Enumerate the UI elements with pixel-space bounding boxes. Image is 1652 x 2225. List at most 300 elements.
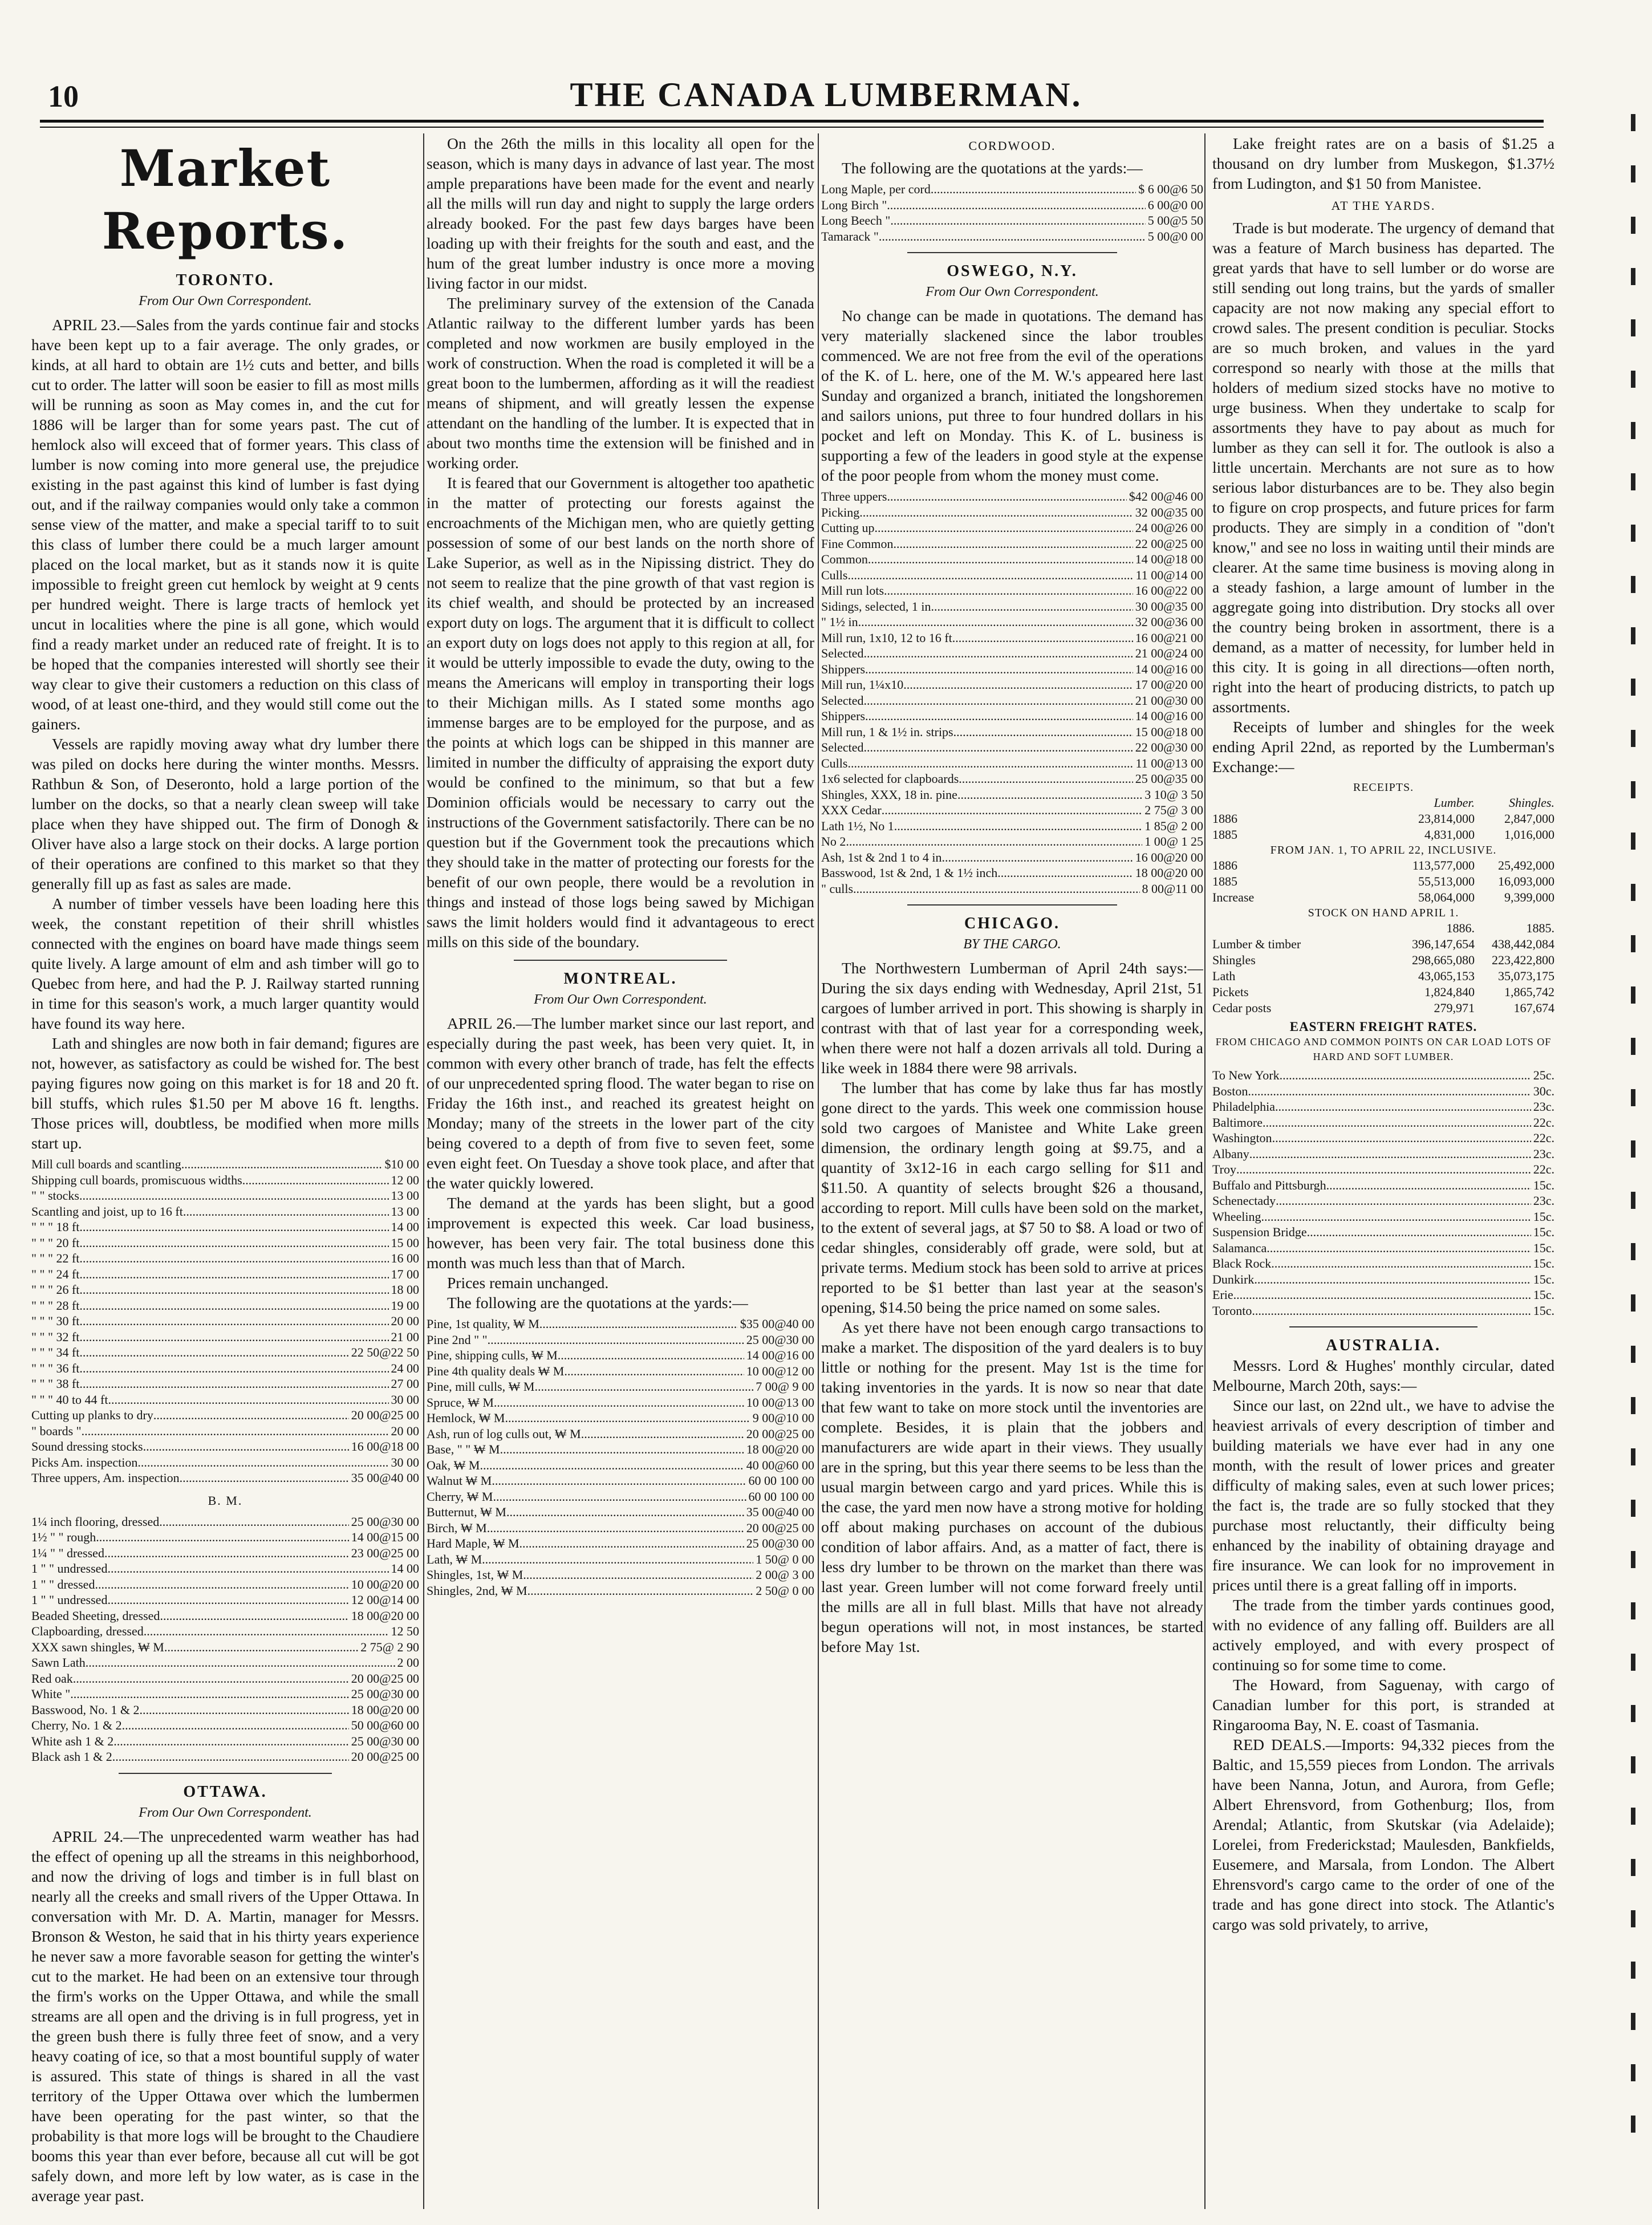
item-label: Shippers	[821, 661, 865, 676]
table-cell: 25,492,000	[1498, 858, 1554, 872]
price-row	[31, 1439, 419, 1455]
item-price: 10 00@12 00	[746, 1363, 814, 1378]
paragraph: The demand at the yards has been slight, but a good improvement is expected this week. Car load business, however, has been very fair. The total business done this month was much less than that of March.	[427, 1194, 814, 1272]
table-body	[1212, 811, 1554, 843]
price-row	[1212, 1162, 1554, 1178]
item-price: 2 75@ 3 00	[1144, 803, 1203, 817]
item-price: 60 00 100 00	[748, 1489, 814, 1504]
leader-dots	[79, 1298, 388, 1314]
leader-dots	[107, 1592, 348, 1608]
item-label: " " " 38 ft	[31, 1377, 80, 1391]
leader-dots	[931, 599, 1133, 615]
price-row	[427, 1567, 814, 1583]
item-label: 1¼ inch flooring, dressed	[31, 1514, 160, 1529]
receipts-table	[1212, 780, 1554, 1016]
item-label: Spruce, ₩ M	[427, 1395, 494, 1410]
price-row	[821, 583, 1203, 599]
price-row	[1212, 1240, 1554, 1256]
price-row	[821, 536, 1203, 552]
item-price: 13 00	[391, 1204, 419, 1219]
table-cell: Cedar posts	[1212, 1001, 1272, 1015]
leader-dots	[847, 756, 1133, 772]
item-label: " 1½ in	[821, 615, 858, 629]
price-row	[31, 1361, 419, 1377]
item-label: Mill run, 1¼x10	[821, 677, 904, 692]
table-cell: 113,577,000	[1412, 858, 1475, 872]
leader-dots	[1272, 1130, 1531, 1146]
leader-dots	[153, 1407, 349, 1423]
leader-dots	[79, 1329, 388, 1345]
table-caption: RECEIPTS.	[1353, 781, 1414, 794]
price-row	[427, 1489, 814, 1505]
leader-dots	[122, 1718, 349, 1733]
leader-dots	[1263, 1115, 1531, 1131]
price-row	[31, 1250, 419, 1266]
item-label: Cherry, No. 1 & 2	[31, 1718, 122, 1732]
leader-dots	[865, 708, 1133, 724]
item-price: 27 00	[391, 1377, 419, 1391]
item-price: 14 00@16 00	[746, 1348, 814, 1362]
item-price: 20 00	[391, 1314, 419, 1328]
list-subhead: B. M.	[208, 1493, 243, 1508]
price-row	[821, 708, 1203, 724]
item-label: Hard Maple, ₩ M	[427, 1536, 519, 1550]
item-price: 10 00@13 00	[746, 1395, 814, 1410]
leader-dots	[859, 505, 1133, 521]
item-price: 25 00@30 00	[351, 1687, 419, 1701]
leader-dots	[492, 1473, 746, 1489]
item-price: 15c.	[1533, 1225, 1554, 1239]
table-cell: 16,093,000	[1498, 874, 1554, 888]
price-row	[1212, 1256, 1554, 1272]
price-row	[1212, 1083, 1554, 1099]
price-row	[1212, 1287, 1554, 1303]
price-row	[821, 567, 1203, 583]
toronto-article	[31, 315, 419, 1153]
item-label: Tamarack "	[821, 229, 879, 243]
table-cell: 223,422,800	[1492, 953, 1554, 967]
price-row	[821, 213, 1203, 229]
price-row	[821, 771, 1203, 787]
price-row	[31, 1423, 419, 1439]
price-row	[31, 1376, 419, 1392]
price-row	[31, 1655, 419, 1671]
price-row	[821, 881, 1203, 897]
header-rule-thin	[40, 127, 1544, 128]
item-label: Erie	[1212, 1288, 1233, 1302]
item-price: 24 00@26 00	[1135, 521, 1203, 535]
item-price: 2 50@ 0 00	[756, 1583, 814, 1598]
item-label: Three uppers, Am. inspection	[31, 1471, 180, 1485]
paragraph: The Howard, from Saguenay, with cargo of Canadian lumber for this port, is stranded at Ringarooma Bay, N. E. coast of Tasmania.	[1212, 1676, 1554, 1733]
leader-dots	[957, 787, 1142, 803]
leader-dots	[159, 1514, 349, 1530]
item-label: Selected	[821, 740, 864, 754]
price-row	[31, 1235, 419, 1251]
price-row	[427, 1363, 814, 1379]
leader-dots	[79, 1188, 389, 1204]
price-list	[31, 1156, 419, 1486]
item-label: Boston	[1212, 1083, 1248, 1098]
leader-dots	[884, 583, 1133, 599]
item-price: 18 00@20 00	[1135, 866, 1203, 880]
paragraph: Messrs. Lord & Hughes' monthly circular, dated Melbourne, March 20th, says:—	[1212, 1357, 1554, 1394]
item-price: 20 00@25 00	[746, 1520, 814, 1535]
item-label: 1 " " undressed	[31, 1561, 108, 1576]
item-label: Fine Common	[821, 536, 894, 551]
item-price: 14 00@16 00	[1135, 661, 1203, 676]
table-cell: 4,831,000	[1424, 827, 1475, 842]
item-price: 16 00@20 00	[1135, 850, 1203, 864]
leader-dots	[70, 1686, 349, 1702]
paragraph: Lath and shingles are now both in fair demand; figures are not, however, as satisfactory as could be wished for. The best paying figures now going on this market is for 18 and 20 ft. bill stuffs, which rules $1.50 per M above 16 ft. lengths. Those prices will, doubtless, be modified when more mills start up.	[31, 1034, 419, 1152]
item-label: Selected	[821, 646, 864, 660]
item-label: Wheeling	[1212, 1209, 1261, 1224]
paragraph: The trade from the timber yards continues good, with no evidence of any falling off. Builders are all actively employed, and with every prospect of continuing so for some time to come.	[1212, 1596, 1554, 1674]
item-label: Sound dressing stocks	[31, 1439, 143, 1453]
price-row	[427, 1504, 814, 1520]
leader-dots	[139, 1702, 348, 1718]
item-label: " " " 30 ft	[31, 1314, 80, 1328]
item-price: 17 00@20 00	[1135, 677, 1203, 692]
item-label: Shipping cull boards, promiscuous widths	[31, 1172, 242, 1187]
item-label: Toronto	[1212, 1303, 1252, 1318]
leader-dots	[1307, 1224, 1531, 1240]
leader-dots	[558, 1347, 744, 1363]
leader-dots	[96, 1529, 348, 1545]
item-label: Black ash 1 & 2	[31, 1749, 112, 1764]
item-price: 16 00	[391, 1251, 419, 1265]
paragraph: The preliminary survey of the extension of the Canada Atlantic railway to the different lumber yards has been completed and now workmen are busily employed in the work of construction. When the road is completed it will be a great boon to the lumbermen, affording as it will the readiest means of shipment, and will greatly lessen the expense attendant on the handling of the lumber. It is expected that in about two months time the extension will be finished and in working order.	[427, 294, 814, 472]
item-price: 3 10@ 3 50	[1144, 787, 1203, 802]
item-price: 9 00@10 00	[752, 1411, 814, 1425]
leader-dots	[1236, 1162, 1531, 1178]
leader-dots	[506, 1504, 744, 1520]
table-cell: 1885	[1212, 874, 1237, 888]
item-label: Mill run, 1x10, 12 to 16 ft	[821, 630, 952, 645]
item-label: Mill cull boards and scantling	[31, 1157, 181, 1171]
table-body	[1212, 858, 1554, 890]
item-label: " " " 18 ft	[31, 1220, 80, 1234]
item-label: Sidings, selected, 1 in	[821, 599, 931, 614]
table-row	[1212, 952, 1554, 968]
section-heading-ottawa: OTTAWA.	[183, 1783, 267, 1801]
item-label: Schenectady	[1212, 1193, 1276, 1208]
price-list	[821, 181, 1203, 244]
item-label: Suspension Bridge	[1212, 1225, 1307, 1239]
price-list	[31, 1514, 419, 1765]
item-price: 35 00@40 00	[746, 1505, 814, 1519]
item-price: 22c.	[1533, 1162, 1554, 1176]
item-price: 20 00@25 00	[746, 1426, 814, 1441]
item-price: 14 00	[391, 1561, 419, 1576]
price-row	[821, 630, 1203, 646]
leader-dots	[875, 520, 1133, 536]
leader-dots	[581, 1426, 744, 1442]
item-price: 32 00@35 00	[1135, 505, 1203, 519]
item-price: 25 00@30 00	[351, 1733, 419, 1748]
price-row	[821, 850, 1203, 866]
leader-dots	[846, 834, 1142, 850]
price-row	[1212, 1130, 1554, 1146]
item-label: Dunkirk	[1212, 1272, 1255, 1286]
item-label: Long Beech "	[821, 213, 891, 228]
item-price: 14 00@18 00	[1135, 552, 1203, 566]
paragraph: Vessels are rapidly moving away what dry lumber there was piled on docks here during the winter months. Messrs. Rathbun & Son, of Deseronto, hold a large portion of the lumber on the docks, so that a nearly clean sweep will take place when they have shipped out. The firm of Donogh & Oliver have also a large stock on their docks. A large portion of their operations are confined to this market so that they generally fill up as fast as sales are made.	[31, 735, 419, 892]
item-label: " " " 32 ft	[31, 1329, 80, 1344]
item-label: Pine 4th quality deals ₩ M	[427, 1363, 565, 1378]
price-row	[31, 1733, 419, 1749]
item-price: 21 00@30 00	[1135, 693, 1203, 708]
item-label: Birch, ₩ M	[427, 1520, 487, 1535]
item-price: 30c.	[1533, 1083, 1554, 1098]
item-price: 2 00@ 3 00	[756, 1568, 814, 1582]
item-price: 15c.	[1533, 1209, 1554, 1224]
price-row	[427, 1332, 814, 1348]
price-row	[427, 1426, 814, 1442]
item-price: 60 00 100 00	[748, 1473, 814, 1488]
item-price: 18 00@20 00	[351, 1608, 419, 1623]
leader-dots	[86, 1655, 395, 1671]
table-row	[1212, 1000, 1554, 1016]
leader-dots	[79, 1313, 388, 1329]
leader-dots	[79, 1266, 388, 1282]
item-label: Cherry, ₩ M	[427, 1489, 493, 1504]
item-price: 19 00	[391, 1298, 419, 1313]
price-row	[427, 1442, 814, 1457]
item-price: 8 00@11 00	[1142, 881, 1203, 896]
price-row	[1212, 1209, 1554, 1225]
table-row	[1212, 984, 1554, 1000]
leader-dots	[952, 630, 1133, 646]
leader-dots	[107, 1561, 388, 1577]
price-row	[1212, 1146, 1554, 1162]
item-price: 10 00@20 00	[351, 1577, 419, 1591]
table-cell: 1,016,000	[1504, 827, 1554, 842]
leader-dots	[1271, 1256, 1531, 1272]
price-row	[31, 1407, 419, 1423]
price-row	[1212, 1272, 1554, 1288]
item-label: " " " 26 ft	[31, 1282, 80, 1297]
price-row	[31, 1470, 419, 1486]
table-row	[1212, 858, 1554, 874]
item-label: White ash 1 & 2	[31, 1733, 114, 1748]
item-price: 22 00@30 00	[1135, 740, 1203, 754]
item-price: 16 00@22 00	[1135, 583, 1203, 598]
item-price: 18 00@20 00	[746, 1442, 814, 1456]
item-price: 17 00	[391, 1266, 419, 1281]
item-price: 50 00@60 00	[351, 1718, 419, 1732]
section-separator	[514, 960, 727, 961]
page-number: 10	[48, 79, 79, 113]
leader-dots	[493, 1489, 746, 1505]
item-label: Pine 2nd " "	[427, 1332, 488, 1347]
item-label: " " " 34 ft	[31, 1345, 80, 1359]
section-heading-oswego: OSWEGO, N.Y.	[947, 262, 1078, 280]
table-cell: 1,824,840	[1424, 985, 1475, 999]
item-price: 15c.	[1533, 1240, 1554, 1255]
item-price: 16 00@18 00	[351, 1439, 419, 1453]
price-row	[821, 724, 1203, 740]
leader-dots	[143, 1439, 349, 1455]
table-cell: 1885	[1212, 827, 1237, 842]
leader-dots	[104, 1545, 349, 1561]
item-price: $35 00@40 00	[740, 1317, 814, 1331]
item-label: Salamanca	[1212, 1240, 1267, 1255]
leader-dots	[1248, 1083, 1531, 1099]
list-subhead: CORDWOOD.	[968, 139, 1056, 153]
leader-dots	[144, 1623, 389, 1639]
price-row	[821, 818, 1203, 834]
price-row	[821, 802, 1203, 818]
price-row	[821, 489, 1203, 505]
item-label: Mill run lots	[821, 583, 884, 598]
leader-dots	[113, 1733, 349, 1749]
item-price: 12 50	[391, 1624, 419, 1638]
leader-dots	[1326, 1178, 1531, 1193]
table-cell: 55,513,000	[1418, 874, 1475, 888]
leader-dots	[887, 197, 1145, 213]
leader-dots	[488, 1332, 744, 1348]
leader-dots	[494, 1395, 744, 1411]
leader-dots	[1252, 1303, 1531, 1319]
section-heading-australia: AUSTRALIA.	[1326, 1337, 1441, 1354]
paragraph: The Northwestern Lumberman of April 24th says:—During the six days ending with Wednesday, April 21st, 51 cargoes of lumber arrived in port. This showing is sharply in contrast with that of last year for a corresponding week, when there were not half a dozen arrivals all told. During a like week in 1884 there were 98 arrivals.	[821, 959, 1203, 1077]
leader-dots	[539, 1316, 738, 1332]
item-label: Cutting up	[821, 521, 875, 535]
leader-dots	[164, 1639, 358, 1655]
item-label: " " " 28 ft	[31, 1298, 80, 1313]
item-price: 18 00@20 00	[351, 1702, 419, 1717]
table-header-row: 1886. 1885.	[1446, 921, 1554, 935]
paragraph: Receipts of lumber and shingles for the week ending April 22nd, as reported by the Lumberman's Exchange:—	[1212, 718, 1554, 775]
item-price: 15 00	[391, 1235, 419, 1250]
item-price: 1 85@ 2 00	[1144, 818, 1203, 833]
leader-dots	[864, 693, 1133, 709]
item-price: 35 00@40 00	[351, 1471, 419, 1485]
item-label: Base, " " ₩ M	[427, 1442, 500, 1456]
price-row	[31, 1455, 419, 1471]
item-price: 12 00	[391, 1172, 419, 1187]
item-label: Ash, run of log culls out, ₩ M	[427, 1426, 581, 1441]
paragraph: APRIL 24.—The unprecedented warm weather has had the effect of opening up all the streams in this neighborhood, and now the driving of logs and timber is in full blast on nearly all the creeks and small rivers of the Upper Ottawa. In conversation with Mr. D. A. Martin, manager for Messrs. Bronson & Weston, he said that in his thirty years experience he never saw a more favorable season for getting the winter's cut to the market. He had been on an extensive tour through the firm's works on the Upper Ottawa, and while the small streams are all open and the driving is in full progress, yet in the green bush there is fully three feet of snow, and a very heavy coating of ice, so that a most bountiful supply of water is assured. This state of things is shared in all the vast territory of the Upper Ottawa over which the lumbermen have been operating for the past winter, so that the probability is that more logs will be brought to the Chaudiere booms this year than ever before, because all cut will be got safely down, and more left by low water, as is case in the average year past.	[31, 1827, 419, 2204]
freight-list	[1212, 1067, 1554, 1318]
table-cell: 43,065,153	[1418, 969, 1475, 983]
item-label: Culls	[821, 756, 848, 770]
leader-dots	[853, 881, 1140, 897]
leader-dots	[931, 181, 1136, 197]
leader-dots	[519, 1536, 744, 1552]
price-row	[31, 1577, 419, 1593]
item-price: 2 00	[397, 1655, 419, 1670]
paragraph: APRIL 23.—Sales from the yards continue fair and stocks have been kept up to a fair average. The only grades, or kinds, at all hard to obtain are 1½ cuts and better, and bills cut to order. The latter will soon be easier to fill as most mills will be running as soon as May comes in, and the cut for 1886 will be larger than for some years past. The cut of hemlock also will exceed that of former years. This class of lumber is now coming into more general use, the prejudice existing in the past against this kind of lumber is fast dying out, and if the railway companies would only take a common sense view of the matter, and make a special tariff to to suit this class of lumber there could be a much larger amount placed on the local market, but as it stands now it is quite impossible to freight green cut hemlock by weight at 9 cents per hundred weight. There is large tracts of hemlock yet uncut in localities where the pine is all gone, which would find a ready market under an reduced rate of freight. It is to be hoped that the companies interested will shortly see their way clear to give their customers a reduction on this class of wood, of at least one-third, and they would still come out the gainers.	[31, 316, 419, 733]
leader-dots	[523, 1567, 753, 1583]
byline: BY THE CARGO.	[963, 937, 1061, 952]
price-row	[31, 1718, 419, 1733]
paragraph: Prices remain unchanged.	[447, 1274, 609, 1292]
price-row	[821, 599, 1203, 615]
column-rule	[818, 133, 819, 2209]
item-label: Picking	[821, 505, 860, 519]
leader-dots	[108, 1392, 389, 1408]
item-price: 16 00@21 00	[1135, 630, 1203, 645]
price-row	[31, 1749, 419, 1765]
paragraph: On the 26th the mills in this locality all open for the season, which is many days in advance of last year. The most ample preparations have been made for the event and nearly all the mills will run day and night to supply the large orders already booked. For the past few days barges have been loading up with their freights for the south and east, and the hum of the great lumber industry is once more a moving living factor in our midst.	[427, 135, 814, 292]
item-price: 11 00@13 00	[1135, 756, 1203, 770]
table-cell: 1886	[1212, 811, 1237, 826]
paragraph: Lake freight rates are on a basis of $1.25 a thousand on dry lumber from Muskegon, $1.37½ from Ludington, and $1 50 from Manistee.	[1212, 135, 1554, 192]
price-row	[821, 614, 1203, 630]
price-row	[1212, 1224, 1554, 1240]
item-price: 24 00	[391, 1361, 419, 1375]
item-label: Ash, 1st & 2nd 1 to 4 in	[821, 850, 942, 864]
price-row	[31, 1671, 419, 1687]
price-row	[31, 1172, 419, 1188]
leader-dots	[79, 1282, 388, 1298]
item-price: 30 00@35 00	[1135, 599, 1203, 614]
column-2	[427, 133, 814, 2209]
item-price: 15c.	[1533, 1256, 1554, 1270]
item-label: Long Birch "	[821, 197, 887, 212]
price-row	[31, 1686, 419, 1702]
item-label: 1 " " dressed	[31, 1577, 95, 1591]
item-label: To New York	[1212, 1068, 1280, 1082]
item-price: 30 00	[391, 1455, 419, 1469]
table-note: FROM CHICAGO AND COMMON POINTS ON CAR LOAD LOTS OF HARD AND SOFT LUMBER.	[1215, 1036, 1552, 1062]
item-price: 22c.	[1533, 1115, 1554, 1130]
item-label: Baltimore	[1212, 1115, 1263, 1130]
item-label: Washington	[1212, 1131, 1272, 1145]
item-label: " " " 20 ft	[31, 1235, 80, 1250]
leader-dots	[959, 771, 1133, 787]
leader-dots	[79, 1361, 388, 1377]
item-price: 5 00@0 00	[1147, 229, 1203, 243]
price-row	[427, 1347, 814, 1363]
leader-dots	[487, 1520, 744, 1536]
leader-dots	[79, 1235, 388, 1251]
item-label: Picks Am. inspection	[31, 1455, 138, 1469]
item-price: 13 00	[391, 1188, 419, 1203]
leader-dots	[894, 818, 1143, 834]
table-header-row: Lumber. Shingles.	[1434, 795, 1554, 810]
paragraph: No change can be made in quotations. The demand has very materially slackened since the labor troubles commenced. We are not free from the evil of the operations of the K. of L. here, one of the M. W.'s appeared here last Sunday and organized a branch, initiated the longshoremen and sailors unions, put three to four hundred dollars in his pocket and left on Monday. This K. of L. business is supporting a few of the leaders in good style at the expense of the poor people from whom the money must come.	[821, 307, 1203, 484]
table-cell: 438,442,084	[1492, 937, 1554, 951]
price-row	[31, 1623, 419, 1639]
table-cell: 279,971	[1434, 1001, 1475, 1015]
item-label: Oak, ₩ M	[427, 1457, 480, 1472]
price-row	[427, 1457, 814, 1473]
leader-dots	[527, 1583, 754, 1599]
price-row	[427, 1536, 814, 1552]
leader-dots	[868, 551, 1133, 567]
item-price: 40 00@60 00	[746, 1457, 814, 1472]
item-label: Buffalo and Pittsburgh	[1212, 1178, 1326, 1192]
item-price: 23c.	[1533, 1099, 1554, 1114]
item-label: " culls	[821, 881, 854, 896]
item-label: No 2	[821, 834, 846, 848]
table-cell: 167,674	[1513, 1001, 1554, 1015]
leader-dots	[505, 1410, 750, 1426]
item-label: 1 " " undressed	[31, 1593, 108, 1607]
price-row	[31, 1592, 419, 1608]
table-row	[1212, 874, 1554, 890]
price-row	[821, 645, 1203, 661]
item-price: 15c.	[1533, 1303, 1554, 1318]
price-row	[821, 181, 1203, 197]
price-row	[31, 1529, 419, 1545]
section-heading-chicago: CHICAGO.	[964, 915, 1060, 932]
item-label: Pine, 1st quality, ₩ M	[427, 1317, 539, 1331]
